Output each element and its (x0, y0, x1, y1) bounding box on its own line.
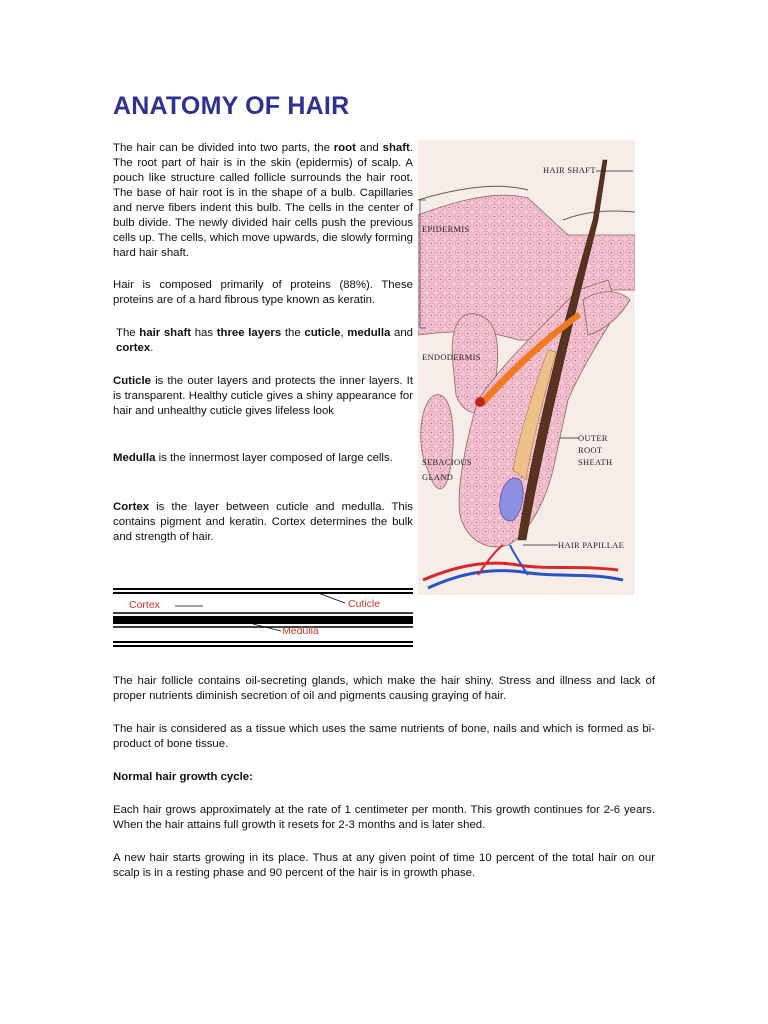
paragraph-root-shaft: The hair can be divided into two parts, the root and shaft. The root part of hair is in the skin (epidermis) of scalp. A pouch like structure called follicle surrounds the hair root. The base of hair root is in the shape of a bulb. Capillaries and nerve fibers indent this bulb. The cells in the center of bulb divide. The newly divided hair cells push the previous cells up. The cells, which move upwards, die slowly forming hard hair shaft. (113, 142, 413, 259)
hair-follicle-figure (418, 140, 635, 595)
hair-follicle-illustration (418, 140, 635, 595)
outer-root-sheath-label-1: OUTER (578, 433, 608, 443)
hair-layers-illustration (113, 586, 413, 648)
cortex-label: Cortex (129, 599, 160, 611)
outer-root-sheath-label-3: SHEATH (578, 457, 613, 467)
cuticle-label: Cuticle (348, 598, 381, 610)
hair-papillae-label: HAIR PAPILLAE (558, 540, 625, 550)
paragraph-cuticle: Cuticle is the outer layers and protects the inner layers. It is transparent. Healthy cuticle gives a shiny appearance for hair and unhealthy cuticle gives lifeless look (113, 375, 413, 417)
hair-layers-diagram (113, 586, 413, 648)
paragraph-follicle-glands: The hair follicle contains oil-secreting glands, which make the hair shiny. Stress and illness and lack of proper nutrients diminish secretion of oil and pigments causing graying of hair. (113, 675, 655, 702)
paragraph-proteins: Hair is composed primarily of proteins (88%). These proteins are of a hard fibrous type known as keratin. (113, 279, 413, 306)
paragraph-medulla: Medulla is the innermost layer composed of large cells. (113, 452, 393, 464)
paragraph-tissue: The hair is considered as a tissue which uses the same nutrients of bone, nails and which is formed as bi-product of bone tissue. (113, 723, 655, 750)
paragraph-resting-phase: A new hair starts growing in its place. Thus at any given point of time 10 percent of the total hair on our scalp is in a resting phase and 90 percent of the hair is in growth phase. (113, 852, 655, 879)
paragraph-growth-rate: Each hair grows approximately at the rate of 1 centimeter per month. This growth continues for 2-6 years. When the hair attains full growth it resets for 2-3 months and is later shed. (113, 804, 655, 831)
paragraph-three-layers: The hair shaft has three layers the cuticle, medulla and cortex. (116, 327, 413, 354)
paragraph-cortex: Cortex is the layer between cuticle and medulla. This contains pigment and keratin. Cortex determines the bulk and strength of hair. (113, 501, 413, 543)
outer-root-sheath-label-2: ROOT (578, 445, 603, 455)
sebacious-gland-label-2: GLAND (422, 472, 454, 482)
medulla-label: Medulla (282, 625, 319, 637)
page-title: ANATOMY OF HAIR (113, 92, 350, 120)
hair-shaft-label: HAIR SHAFT (543, 165, 596, 175)
epidermis-label: EPIDERMIS (422, 224, 470, 234)
endodermis-label: ENDODERMIS (422, 352, 481, 362)
section-heading-growth-cycle: Normal hair growth cycle: (113, 771, 253, 783)
sebacious-gland-label-1: SEBACIOUS (422, 457, 472, 467)
